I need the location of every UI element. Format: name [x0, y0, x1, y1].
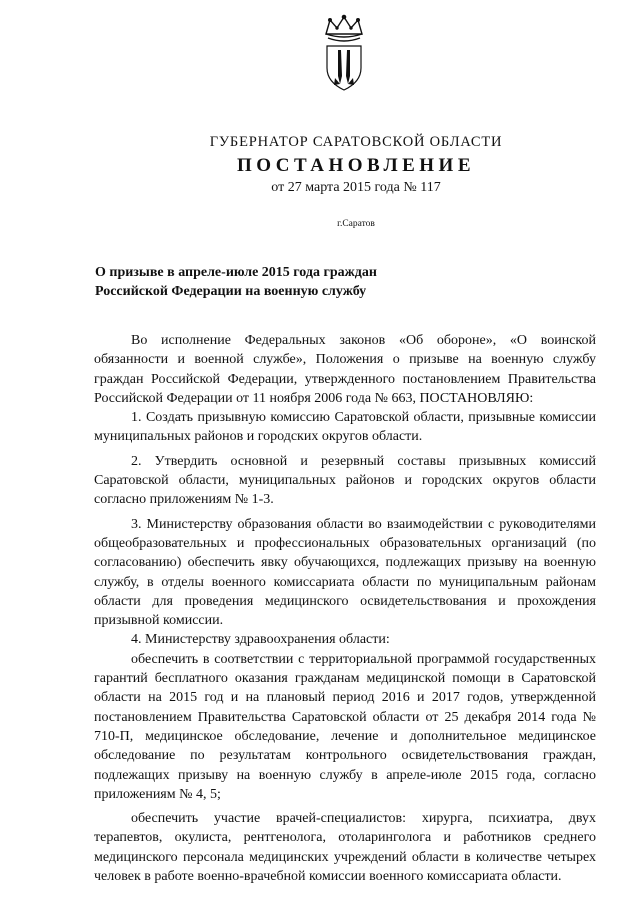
clause-3-paragraph: 3. Министерству образования области во взаимодействии с руководителями общеобразовательных и профессиональных образовательных организаций (по согласованию) обеспечить явку обучающихся, подлежащих призыву на военную службу, в отделы военного комиссариата области по муниципальным районам области для проведения медицинского освидетельствования и прохождения призывной комиссии. — [94, 516, 596, 629]
clause-4-paragraph: 4. Министерству здравоохранения области: — [131, 632, 390, 648]
subject-line-1: О призыве в апреле-июле 2015 года граждан — [95, 265, 377, 280]
preamble-paragraph: Во исполнение Федеральных законов «Об обороне», «О воинской обязанности и военной службе», Положения о призыве на военную службу граждан Российской Федерации, утвержденного постановлением Правительства Российской Федерации от 11 ноября 2006 года № 663, ПОСТАНОВЛЯЮ: — [94, 333, 596, 406]
issuer-title: ГУБЕРНАТОР САРАТОВСКОЙ ОБЛАСТИ — [209, 134, 503, 150]
document-body — [94, 331, 596, 886]
document-subject — [95, 263, 455, 301]
document-date-number: от 27 марта 2015 года № 117 — [271, 180, 441, 195]
clause-4-subparagraph-2: обеспечить участие врачей-специалистов: хирурга, психиатра, двух терапевтов, окулиста, рентгенолога, отоларинголога и работников среднего медицинского персонала медицинских учреждений области в количестве четырех человек в работе военно-врачебной комиссии военного комиссариата области. — [94, 811, 596, 885]
document-type: ПОСТАНОВЛЕНИЕ — [236, 155, 476, 176]
subject-line-2: Российской Федерации на военную службу — [95, 284, 367, 299]
saratov-coat-of-arms-icon — [318, 14, 370, 94]
document-city: г.Саратов — [337, 219, 375, 229]
clause-2-paragraph: 2. Утвердить основной и резервный составы призывных комиссий Саратовской области, муниципальных районов и городских округов области согласно приложениям № 1-3. — [94, 453, 596, 508]
clause-1-paragraph: 1. Создать призывную комиссию Саратовской области, призывные комиссии муниципальных районов и городских округов области. — [94, 410, 596, 445]
clause-4-subparagraph-1: обеспечить в соответствии с территориальной программой государственных гарантий бесплатного оказания гражданам медицинской помощи в Саратовской области на 2015 год и на плановый период 2016 и 2017 годов, утвержденной постановлением Правительства Саратовской области от 25 декабря 2014 года № 710-П, медицинское обследование, лечение и дополнительное медицинское обследование по результатам контрольного освидетельствования граждан, подлежащих призыву на военную службу в апреле-июле 2015 года, согласно приложениям № 4, 5; — [94, 651, 596, 802]
